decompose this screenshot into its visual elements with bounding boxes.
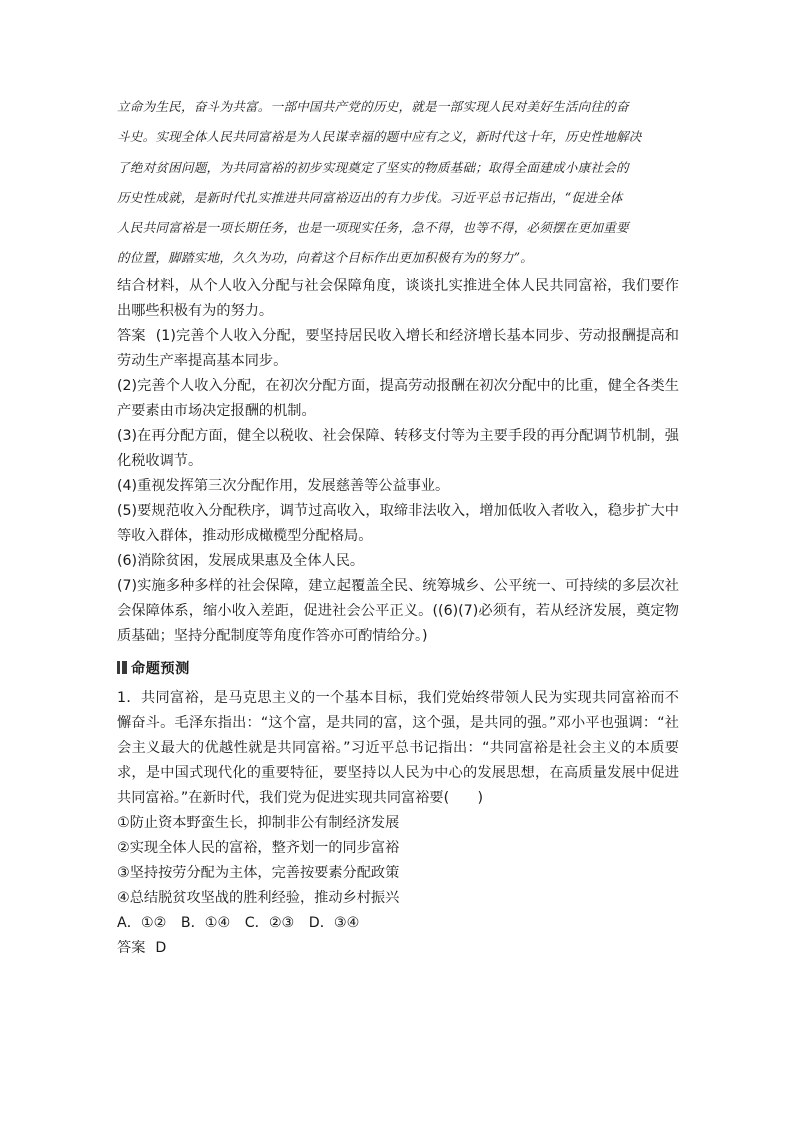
answer-text: (1)完善个人收入分配，要坚持居民收入增长和经济增长基本同步、劳动报酬提高和劳动生产率提高基本同步。 (117, 327, 679, 369)
statement-3: ③坚持按劳分配为主体，完善按要素分配政策 (117, 864, 400, 881)
question-and-answer (117, 274, 679, 649)
question-stem: 1．共同富裕，是马克思主义的一个基本目标，我们党始终带领人民为实现共同富裕而不懈奋斗。毛泽东指出：“这个富，是共同的富，这个强，是共同的强。”邓小平也强调：“社会主义最大的优越性就是共同富裕。”习近平总书记指出：“共同富裕是社会主义的本质要求，是中国式现代化的重要特征，要坚持以人民为中心的发展思想，在高质量发展中促进共同富裕。”在新时代，我们党为促进实现共同富裕要( ) (117, 689, 679, 806)
material-line: 的位置，脚踏实地，久久为功，向着这个目标作出更加积极有为的努力”。 (117, 250, 534, 266)
statement-2: ②实现全体人民的富裕，整齐划一的同步富裕 (117, 839, 400, 856)
material-line: 斗史。实现全体人民共同富裕是为人民谋幸福的题中应有之义，新时代这十年，历史性地解决 (117, 129, 642, 145)
material-line: 人民共同富裕是一项长期任务，也是一项现实任务，急不得，也等不得，必须摆在更加重要 (117, 220, 629, 236)
answer-label: 答案 (117, 327, 146, 344)
material-line: 立命为生民，奋斗为共富。一部中国共产党的历史，就是一部实现人民对美好生活向往的奋 (117, 99, 629, 114)
material-line: 了绝对贫困问题，为共同富裕的初步实现奠定了坚实的物质基础；取得全面建成小康社会的 (117, 159, 629, 175)
answer-item-1 (117, 324, 679, 374)
answer-item-4: (4)重视发挥第三次分配作用，发展慈善等公益事业。 (117, 477, 450, 494)
answer-item-6: (6)消除贫困，发展成果惠及全体人民。 (117, 552, 365, 569)
option-b: B．①④ (180, 914, 231, 931)
answer-item-5: (5)要规范收入分配秩序，调节过高收入，取缔非法收入，增加低收入者收入，稳步扩大中等收入群体，推动形成橄榄型分配格局。 (117, 502, 679, 544)
answer-item-2: (2)完善个人收入分配，在初次分配方面，提高劳动报酬在初次分配中的比重，健全各类生产要素由市场决定报酬的机制。 (117, 377, 679, 419)
answer-options (117, 911, 679, 936)
option-a: A．①② (117, 914, 167, 931)
material-line: 历史性成就，是新时代扎实推进共同富裕迈出的有力步伐。习近平总书记指出，“促进全体 (117, 189, 623, 205)
statement-4: ④总结脱贫攻坚战的胜利经验，推动乡村振兴 (117, 889, 400, 906)
statement-1: ①防止资本野蛮生长，抑制非公有制经济发展 (117, 814, 400, 831)
option-c: C．②③ (244, 914, 295, 931)
answer-item-3: (3)在再分配方面，健全以税收、社会保障、转移支付等为主要手段的再分配调节机制，强化税收调节。 (117, 427, 679, 469)
document-page (117, 92, 679, 961)
mcq-answer (117, 936, 679, 961)
answer-value: D (155, 939, 167, 956)
multiple-choice-question (117, 686, 679, 961)
section-header (117, 658, 679, 678)
option-d: D．③④ (308, 914, 360, 931)
answer-item-7: (7)实施多种多样的社会保障，建立起覆盖全民、统筹城乡、公平统一、可持续的多层次社会保障体系，缩小收入差距，促进社会公平正义。((6)(7)必须有，若从经济发展，奠定物质基础；坚持分配制度等角度作答亦可酌情给分。) (117, 577, 679, 644)
section-marker-icon (117, 661, 127, 674)
question-text: 结合材料，从个人收入分配与社会保障角度，谈谈扎实推进全体人民共同富裕，我们要作出哪些积极有为的努力。 (117, 277, 679, 319)
section-title: 命题预测 (131, 660, 190, 677)
material-passage (117, 92, 679, 274)
answer-label: 答案 (117, 939, 146, 956)
